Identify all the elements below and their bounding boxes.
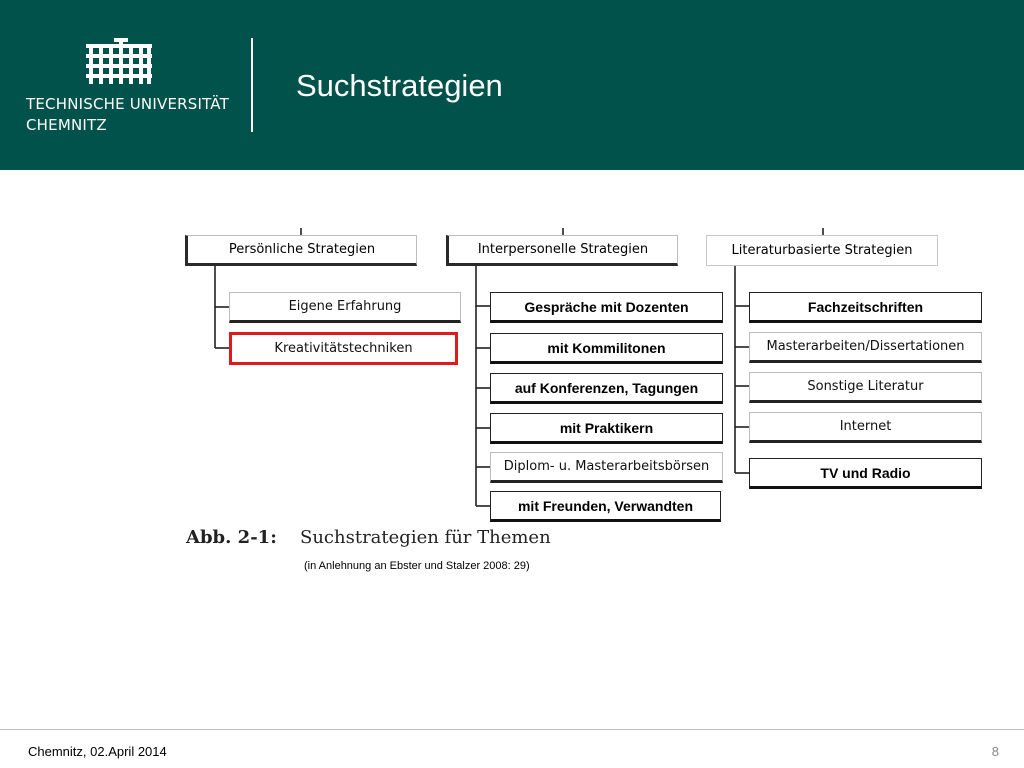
footer-location-date: Chemnitz, 02.April 2014 xyxy=(28,744,167,759)
item-kreativitaetstechniken-highlighted: Kreativitätstechniken xyxy=(229,332,458,365)
item-diplom-masterarbeitsboersen: Diplom- u. Masterarbeitsbörsen xyxy=(490,452,723,483)
item-masterarbeiten-dissertationen: Masterarbeiten/Dissertationen xyxy=(749,332,982,363)
slide-title: Suchstrategien xyxy=(296,68,503,103)
figure-caption: Suchstrategien für Themen xyxy=(300,527,551,548)
heading-interpersonelle-strategien: Interpersonelle Strategien xyxy=(446,235,678,266)
item-fachzeitschriften: Fachzeitschriften xyxy=(749,292,982,323)
item-auf-konferenzen-tagungen: auf Konferenzen, Tagungen xyxy=(490,373,723,404)
university-name-line2: CHEMNITZ xyxy=(26,116,107,134)
page-number: 8 xyxy=(991,744,999,759)
university-name-line1: TECHNISCHE UNIVERSITÄT xyxy=(26,95,229,113)
source-citation: (in Anlehnung an Ebster und Stalzer 2008: 29) xyxy=(304,560,530,572)
item-mit-praktikern: mit Praktikern xyxy=(490,413,723,444)
item-mit-freunden-verwandten: mit Freunden, Verwandten xyxy=(490,491,721,522)
figure-number: Abb. 2-1: xyxy=(186,527,277,548)
item-internet: Internet xyxy=(749,412,982,443)
item-gespraeche-mit-dozenten: Gespräche mit Dozenten xyxy=(490,292,723,323)
item-mit-kommilitonen: mit Kommilitonen xyxy=(490,333,723,364)
heading-persoenliche-strategien: Persönliche Strategien xyxy=(185,235,417,266)
item-tv-und-radio: TV und Radio xyxy=(749,458,982,489)
item-eigene-erfahrung: Eigene Erfahrung xyxy=(229,292,461,323)
heading-literaturbasierte-strategien: Literaturbasierte Strategien xyxy=(706,235,938,266)
item-sonstige-literatur: Sonstige Literatur xyxy=(749,372,982,403)
footer-divider xyxy=(0,729,1024,730)
